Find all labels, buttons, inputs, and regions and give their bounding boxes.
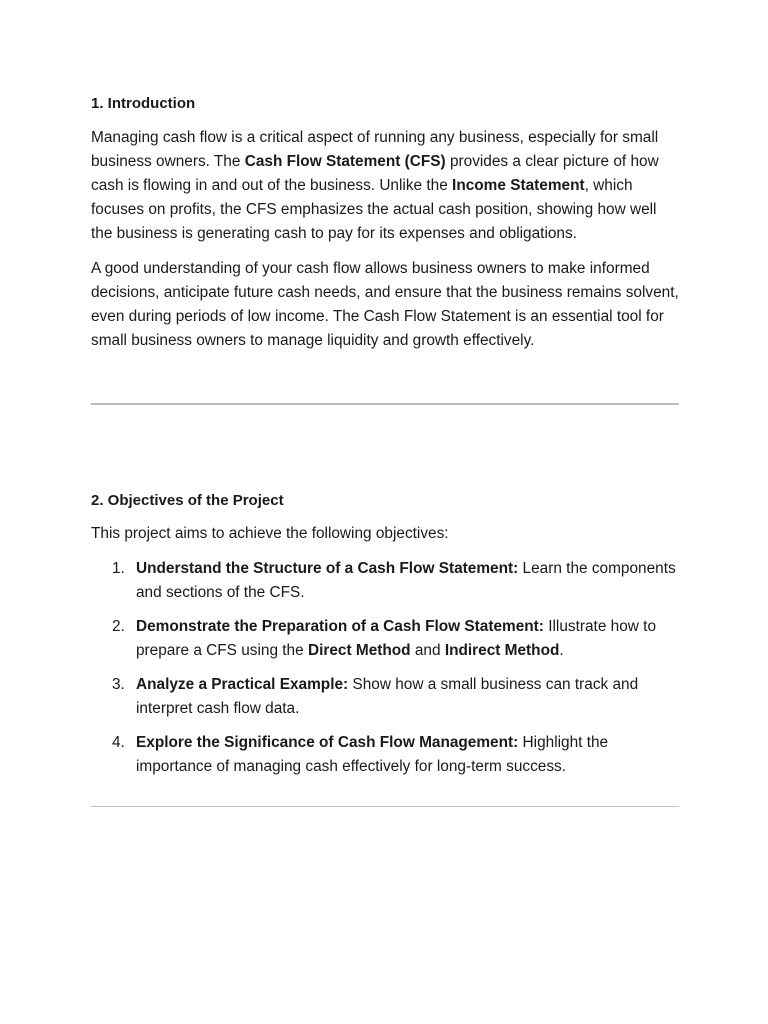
list-item-text-and: and	[410, 642, 445, 659]
list-item-bold-indirect: Indirect Method	[444, 642, 560, 659]
list-item-text-end: .	[559, 642, 564, 659]
section-divider-2	[91, 806, 679, 807]
objectives-lead: This project aims to achieve the following objectives:	[91, 525, 449, 542]
intro-p1-text-3: , which focuses on profits, the CFS emphasizes the actual cash position, showing how well the business is generating cash to pay for its expenses and obligations.	[91, 177, 657, 242]
section-divider-1	[91, 403, 679, 405]
list-item-text: Illustrate how to prepare a CFS using the	[136, 618, 657, 659]
list-item-number: 3.	[112, 676, 125, 693]
list-item-number: 1.	[112, 560, 125, 577]
intro-p1-bold-cfs: Cash Flow Statement (CFS)	[244, 153, 446, 170]
intro-p1-text-2: provides a clear picture of how cash is flowing in and out of the business. Unlike the	[91, 153, 659, 194]
list-item-bold-direct: Direct Method	[307, 642, 411, 659]
intro-p1-text-1: Managing cash flow is a critical aspect of running any business, especially for small business owners. The	[91, 129, 659, 170]
intro-paragraph-1	[91, 126, 681, 246]
list-item	[91, 731, 681, 779]
list-item-title: Understand the Structure of a Cash Flow Statement:	[136, 560, 519, 577]
list-item	[91, 673, 681, 721]
objectives-heading: 2. Objectives of the Project	[91, 492, 284, 509]
list-item-title: Analyze a Practical Example:	[136, 676, 349, 693]
list-item-title: Explore the Significance of Cash Flow Management:	[136, 734, 519, 751]
objectives-list	[91, 557, 681, 789]
intro-p1-bold-income: Income Statement	[452, 177, 585, 194]
list-item-title: Demonstrate the Preparation of a Cash Flow Statement:	[136, 618, 544, 635]
list-item-text: Learn the components and sections of the CFS.	[136, 560, 676, 601]
list-item-number: 2.	[112, 618, 125, 635]
intro-paragraph-2: A good understanding of your cash flow allows business owners to make informed decisions, anticipate future cash needs, and ensure that the business remains solvent, even during periods of low income. The Cash Flow Statement is an essential tool for small business owners to manage liquidity and growth effectively.	[91, 260, 679, 349]
list-item	[91, 557, 681, 605]
list-item	[91, 615, 681, 663]
intro-heading: 1. Introduction	[91, 95, 196, 112]
list-item-text: Highlight the importance of managing cash effectively for long-term success.	[136, 734, 609, 775]
list-item-text: Show how a small business can track and interpret cash flow data.	[136, 676, 639, 717]
list-item-number: 4.	[112, 734, 125, 751]
